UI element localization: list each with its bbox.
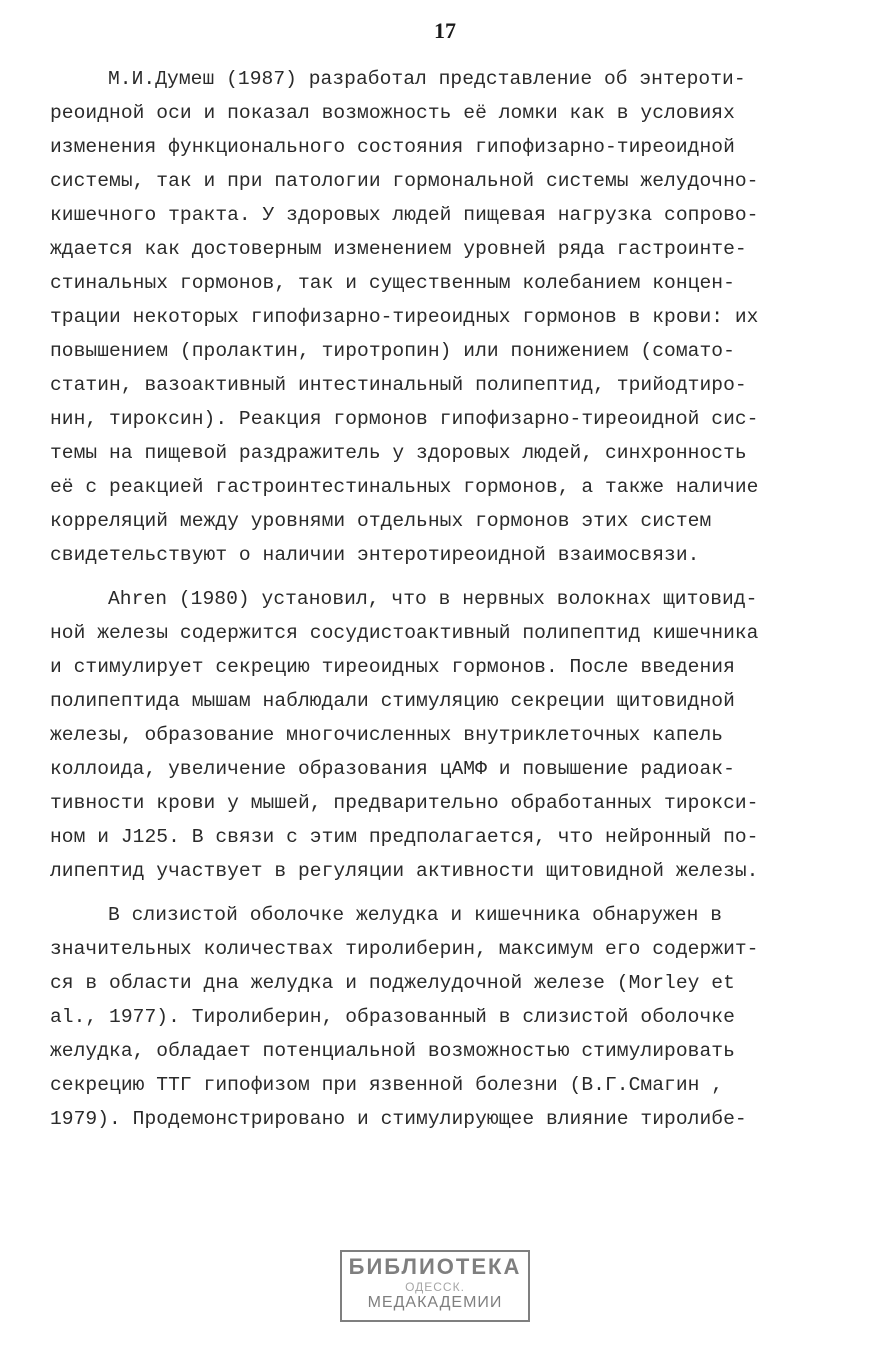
text-line: ной железы содержится сосудистоактивный полипептид кишечника xyxy=(50,622,759,644)
stamp-line: БИБЛИОТЕКА xyxy=(348,1254,522,1279)
text-line: реоидной оси и показал возможность её ломки как в условиях xyxy=(50,102,735,124)
library-stamp xyxy=(340,1250,530,1322)
text-line: М.И.Думеш (1987) разработал представление об энтероти- xyxy=(108,68,746,90)
text-line: желудка, обладает потенциальной возможностью стимулировать xyxy=(50,1040,735,1062)
text-line: и стимулирует секрецию тиреоидных гормонов. После введения xyxy=(50,656,735,678)
text-line: изменения функционального состояния гипофизарно-тиреоидной xyxy=(50,136,735,158)
text-line: секрецию ТТГ гипофизом при язвенной болезни (В.Г.Смагин , xyxy=(50,1074,724,1096)
text-line: стинальных гормонов, так и существенным колебанием концен- xyxy=(50,272,735,294)
text-line: железы, образование многочисленных внутриклеточных капель xyxy=(50,724,724,746)
stamp-line: МЕДАКАДЕМИИ xyxy=(367,1294,503,1311)
paragraph-gap xyxy=(50,888,840,898)
text-line: кишечного тракта. У здоровых людей пищевая нагрузка сопрово- xyxy=(50,204,759,226)
text-line: статин, вазоактивный интестинальный полипептид, трийодтиро- xyxy=(50,374,747,396)
text-line: ся в области дна желудка и поджелудочной железе (Morley et xyxy=(50,972,735,994)
body-text xyxy=(50,62,840,1136)
text-line: В слизистой оболочке желудка и кишечника обнаружен в xyxy=(108,904,723,926)
text-line: системы, так и при патологии гормональной системы желудочно- xyxy=(50,170,759,192)
text-line: 1979). Продемонстрировано и стимулирующее влияние тиролибе- xyxy=(50,1108,747,1130)
text-line: Ahren (1980) установил, что в нервных волокнах щитовид- xyxy=(108,588,758,610)
text-line: трации некоторых гипофизарно-тиреоидных гормонов в крови: их xyxy=(50,306,759,328)
text-line: al., 1977). Тиролиберин, образованный в слизистой оболочке xyxy=(50,1006,735,1028)
page-number: 17 xyxy=(434,18,456,43)
text-line: ждается как достоверным изменением уровней ряда гастроинте- xyxy=(50,238,747,260)
text-line: значительных количествах тиролиберин, максимум его содержит- xyxy=(50,938,759,960)
text-line: полипептида мышам наблюдали стимуляцию секреции щитовидной xyxy=(50,690,735,712)
text-line: свидетельствуют о наличии энтеротиреоидной взаимосвязи. xyxy=(50,544,700,566)
text-line: тивности крови у мышей, предварительно обработанных тирокси- xyxy=(50,792,759,814)
text-line: коллоида, увеличение образования цАМФ и повышение радиоак- xyxy=(50,758,735,780)
text-line: темы на пищевой раздражитель у здоровых людей, синхронность xyxy=(50,442,747,464)
text-line: повышением (пролактин, тиротропин) или понижением (сомато- xyxy=(50,340,735,362)
paragraph-gap xyxy=(50,572,840,582)
text-line: корреляций между уровнями отдельных гормонов этих систем xyxy=(50,510,712,532)
text-line: нин, тироксин). Реакция гормонов гипофизарно-тиреоидной сис- xyxy=(50,408,759,430)
text-line: липептид участвует в регуляции активности щитовидной железы. xyxy=(50,860,759,882)
text-line: ном и J125. В связи с этим предполагается, что нейронный по- xyxy=(50,826,759,848)
stamp-line: ОДЕССК. xyxy=(405,1280,465,1294)
text-line: её с реакцией гастроинтестинальных гормонов, а также наличие xyxy=(50,476,759,498)
